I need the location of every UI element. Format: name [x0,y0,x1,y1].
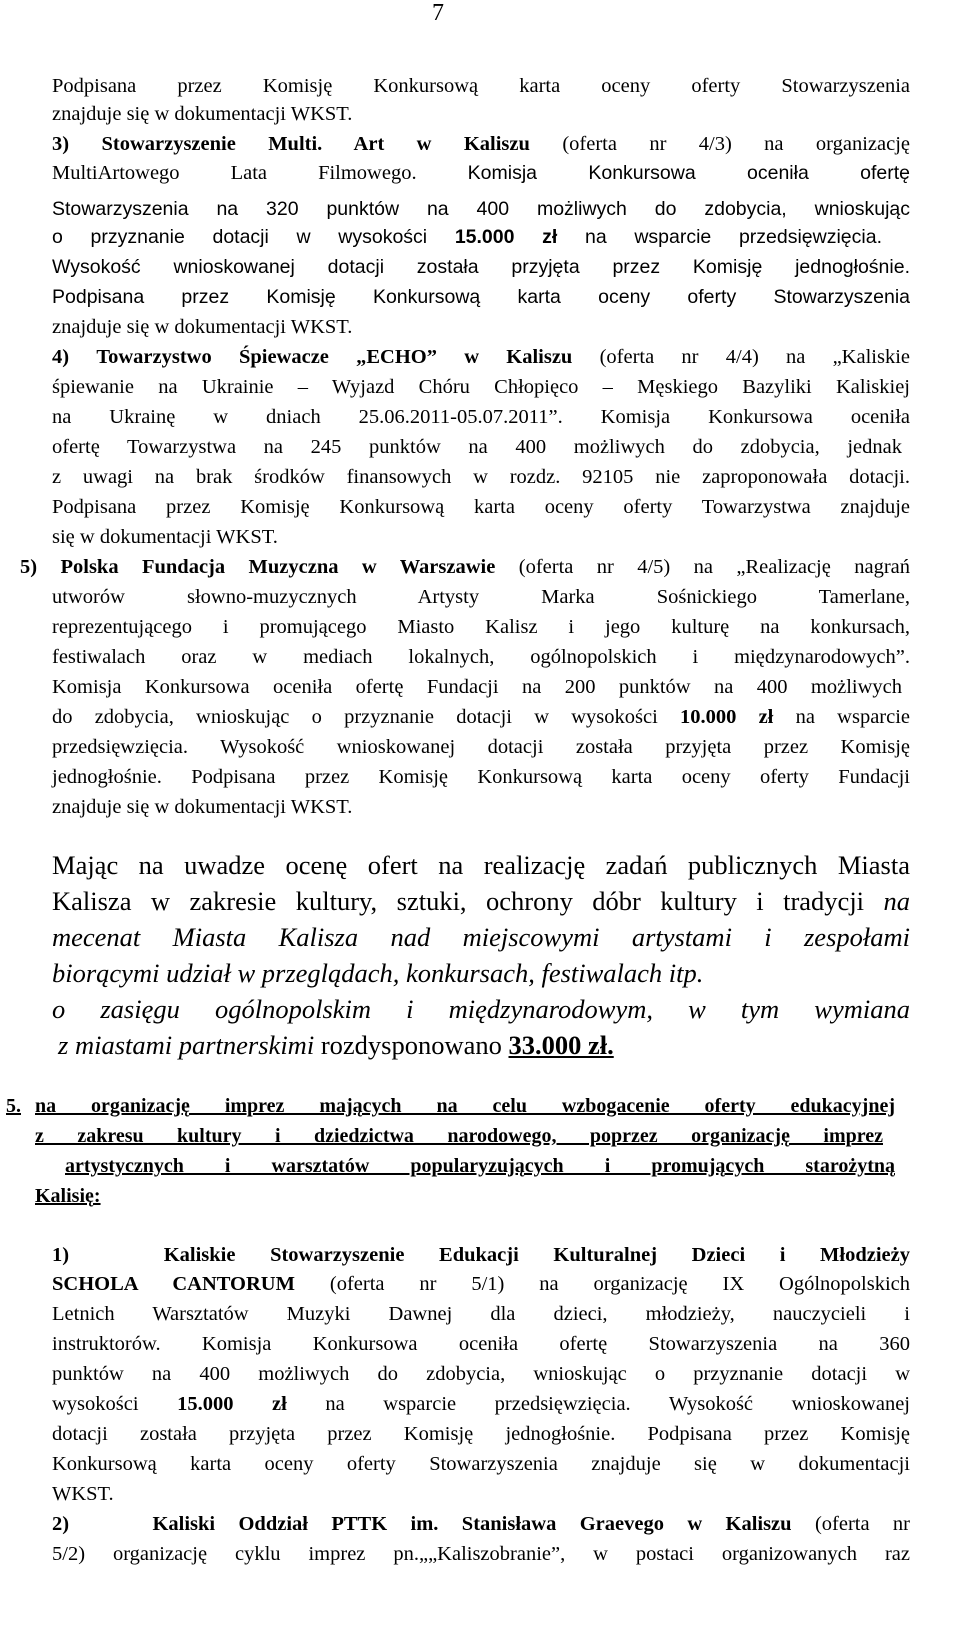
summary-line: Mając na uwadze ocenę ofert na realizację zadań publicznych Miasta [52,850,910,880]
text-span: Komisja Konkursowa oceniła ofertę [467,162,911,184]
text-line: Podpisana przez Komisję Konkursową karta oceny oferty Stowarzyszenia [52,286,910,308]
summary-line-6 [58,1029,916,1061]
text-span: o przyznanie dotacji w wysokości [52,226,428,248]
text-line: znajduje się w dokumentacji WKST. [52,796,353,818]
summary-line: o zasięgu ogólnopolskim i międzynarodowym, w tym wymiana [52,994,910,1024]
text-line: Konkursową karta oceny oferty Stowarzyszenia znajduje się w dokumentacji [52,1453,910,1475]
total-amount: 33.000 zł. [508,1030,614,1060]
text-line: instruktorów. Komisja Konkursowa oceniła ofertę Stowarzyszenia na 360 [52,1333,910,1355]
text-line: dotacji została przyjęta przez Komisję jednogłośnie. Podpisana przez Komisję [52,1423,910,1445]
item-5-line-6 [52,704,910,730]
text-line: utworów słowno-muzycznych Artysty Marka Sośnickiego Tamerlane, [52,586,910,608]
item-3-line-4 [52,224,882,250]
text-line: Stowarzyszenia na 320 punktów na 400 możliwych do zdobycia, wnioskując [52,198,910,220]
text-line: Wysokość wnioskowanej dotacji została przyjęta przez Komisję jednogłośnie. [52,256,910,278]
section-heading-line: artystycznych i warsztatów popularyzujących i promujących starożytną [65,1155,895,1177]
text-line: znajduje się w dokumentacji WKST. [52,316,353,338]
text-line: 5/2) organizację cyklu imprez pn.„„Kaliszobranie”, w postaci organizowanych raz [52,1543,910,1565]
text-span: do zdobycia, wnioskując o przyznanie dotacji w wysokości [52,706,658,728]
section-heading-line: Kalisię: [35,1185,101,1207]
text-line: się w dokumentacji WKST. [52,526,278,548]
text-span: wysokości [52,1393,139,1415]
text-line: znajduje się w dokumentacji WKST. [52,103,353,125]
text-span: MultiArtowego Lata Filmowego. [52,162,417,184]
item-3-line-1 [52,131,910,157]
text-span: (oferta nr 4/4) na „Kaliskie [599,346,910,368]
text-span: (oferta nr [814,1513,911,1535]
organization-name: Towarzystwo Śpiewacze „ECHO” w Kaliszu [96,346,573,368]
text-span: na [883,886,910,916]
organization-name: Stowarzyszenie Multi. Art w Kaliszu [101,133,530,155]
text-line: z uwagi na brak środków finansowych w rozdz. 92105 nie zaproponowała dotacji. [52,466,910,488]
text-line: reprezentującego i promującego Miasto Kalisz i jego kulturę na konkursach, [52,616,910,638]
s5-item-1-line-2 [52,1271,910,1297]
text-span: na Ukrainę w dniach 25.06.2011-05.07.2011”. [52,406,563,428]
summary-line: mecenat Miasta Kalisza nad miejscowymi artystami i zespołami [52,922,910,952]
text-span: na wsparcie przedsięwzięcia. Wysokość wnioskowanej [325,1393,910,1415]
text-span: Komisja Konkursowa oceniła [600,406,911,428]
item-5-line-1 [20,554,910,580]
section-heading-line: na organizację imprez mających na celu wzbogacenie oferty edukacyjnej [35,1095,895,1117]
text-line: jednogłośnie. Podpisana przez Komisję Konkursową karta oceny oferty Fundacji [52,766,910,788]
amount: 15.000 zł [177,1393,287,1415]
s5-item-1-line-1 [52,1242,910,1268]
item-number: 3) [52,133,70,155]
item-number: 2) [52,1513,70,1535]
s5-item-1-line-6 [52,1391,910,1417]
item-number: 4) [52,346,70,368]
text-span: (oferta nr 5/1) na organizację IX Ogólnopolskich [329,1273,911,1295]
organization-name: SCHOLA CANTORUM [52,1273,295,1295]
text-line: punktów na 400 możliwych do zdobycia, wnioskując o przyznanie dotacji w [52,1363,910,1385]
summary-line-2 [52,885,910,917]
page-number: 7 [432,0,444,26]
amount: 10.000 zł [680,706,774,728]
summary-line: biorącymi udział w przeglądach, konkursach, festiwalach itp. [52,958,704,988]
amount: 15.000 zł [454,226,558,248]
organization-name: Kaliski Oddział PTTK im. Stanisława Graevego w Kaliszu [152,1513,792,1535]
item-3-line-2 [52,160,910,186]
text-span: (oferta nr 4/3) na organizację [562,133,911,155]
organization-name: Kaliskie Stowarzyszenie Edukacji Kulturalnej Dzieci i Młodzieży [163,1244,910,1266]
organization-name: Polska Fundacja Muzyczna w Warszawie [60,556,496,578]
item-number: 1) [52,1244,70,1266]
item-number: 5) [20,556,38,578]
item-4-line-3 [52,404,910,430]
text-span: na wsparcie przedsięwzięcia. [584,226,883,248]
text-span: rozdysponowano [320,1030,502,1060]
text-span: na wsparcie [795,706,911,728]
text-line: Komisja Konkursowa oceniła ofertę Fundacji na 200 punktów na 400 możliwych [52,676,902,698]
section-number: 5. [6,1095,21,1117]
text-line: ofertę Towarzystwa na 245 punktów na 400 możliwych do zdobycia, jednak [52,436,902,458]
s5-item-2-line-1 [52,1511,910,1537]
text-line: WKST. [52,1483,114,1505]
text-line: Podpisana przez Komisję Konkursową karta oceny oferty Towarzystwa znajduje [52,496,910,518]
text-span: Kalisza w zakresie kultury, sztuki, ochrony dóbr kultury i tradycji [52,886,865,916]
text-span: z miastami partnerskimi [58,1030,315,1060]
text-line: śpiewanie na Ukrainie – Wyjazd Chóru Chłopięco – Męskiego Bazyliki Kaliskiej [52,376,910,398]
section-heading-line: z zakresu kultury i dziedzictwa narodowego, poprzez organizację imprez [35,1125,883,1147]
text-line: przedsięwzięcia. Wysokość wnioskowanej dotacji została przyjęta przez Komisję [52,736,910,758]
text-line: Letnich Warsztatów Muzyki Dawnej dla dzieci, młodzieży, nauczycieli i [52,1303,910,1325]
text-line: festiwalach oraz w mediach lokalnych, ogólnopolskich i międzynarodowych”. [52,646,910,668]
text-span: (oferta nr 4/5) na „Realizację nagrań [518,556,911,578]
item-4-line-1 [52,344,910,370]
text-line: Podpisana przez Komisję Konkursową karta oceny oferty Stowarzyszenia [52,75,910,97]
